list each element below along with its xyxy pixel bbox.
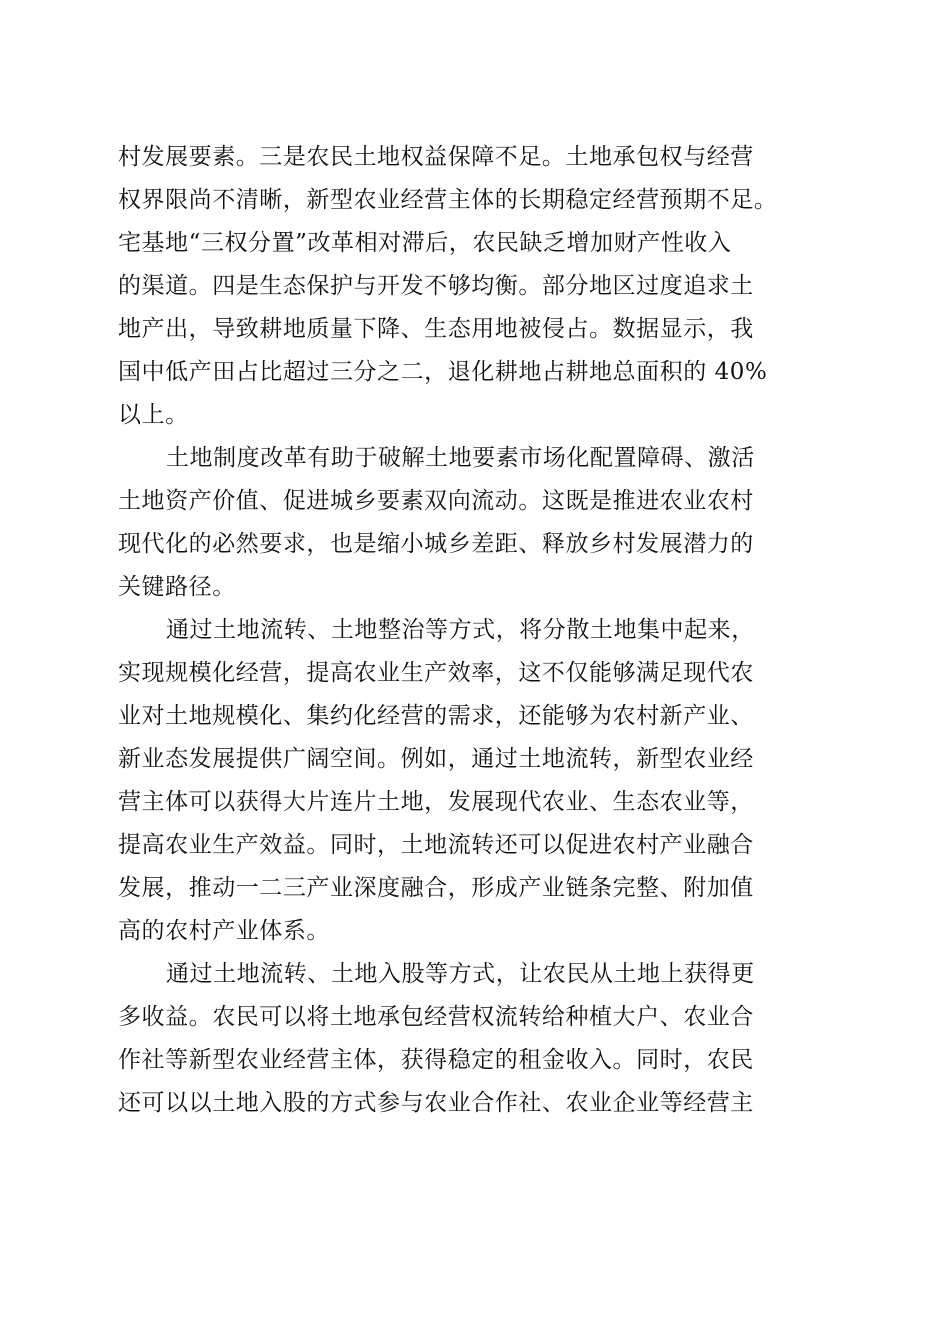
text-line: 提高农业生产效益。同时，土地流转还可以促进农村产业融合 <box>118 832 754 858</box>
text-line: 新业态发展提供广阔空间。例如，通过土地流转，新型农业经 <box>118 746 754 772</box>
text-line: 关键路径。 <box>118 574 236 600</box>
text-line: 宅基地“三权分置”改革相对滞后，农民缺乏增加财产性收入 <box>118 230 732 256</box>
text-line: 土地资产价值、促进城乡要素双向流动。这既是推进农业农村 <box>118 488 754 514</box>
text-line: 发展，推动一二三产业深度融合，形成产业链条完整、附加值 <box>118 875 754 901</box>
text-line: 的渠道。四是生态保护与开发不够均衡。部分地区过度追求土 <box>118 273 754 299</box>
text-line: 以上。 <box>118 402 189 428</box>
text-line: 营主体可以获得大片连片土地，发展现代农业、生态农业等， <box>118 789 754 815</box>
text-line: 实现规模化经营，提高农业生产效率，这不仅能够满足现代农 <box>118 660 754 686</box>
body-text <box>118 136 830 1125</box>
text-line: 高的农村产业体系。 <box>118 918 330 944</box>
text-line: 多收益。农民可以将土地承包经营权流转给种植大户、农业合 <box>118 1004 754 1030</box>
paragraph-first-line: 通过土地流转、土地入股等方式，让农民从土地上获得更 <box>166 961 755 987</box>
text-line: 权界限尚不清晰，新型农业经营主体的长期稳定经营预期不足。 <box>118 187 778 213</box>
text-line: 村发展要素。三是农民土地权益保障不足。土地承包权与经营 <box>118 144 754 170</box>
text-line: 作社等新型农业经营主体，获得稳定的租金收入。同时，农民 <box>118 1047 754 1073</box>
paragraph-first-line: 土地制度改革有助于破解土地要素市场化配置障碍、激活 <box>166 445 755 471</box>
text-line: 国中低产田占比超过三分之二，退化耕地占耕地总面积的 40% <box>118 359 768 385</box>
text-line: 还可以以土地入股的方式参与农业合作社、农业企业等经营主 <box>118 1090 754 1116</box>
paragraph-first-line: 通过土地流转、土地整治等方式，将分散土地集中起来， <box>166 617 755 643</box>
text-line: 业对土地规模化、集约化经营的需求，还能够为农村新产业、 <box>118 703 754 729</box>
text-line: 地产出，导致耕地质量下降、生态用地被侵占。数据显示，我 <box>118 316 754 342</box>
text-line: 现代化的必然要求，也是缩小城乡差距、释放乡村发展潜力的 <box>118 531 754 557</box>
